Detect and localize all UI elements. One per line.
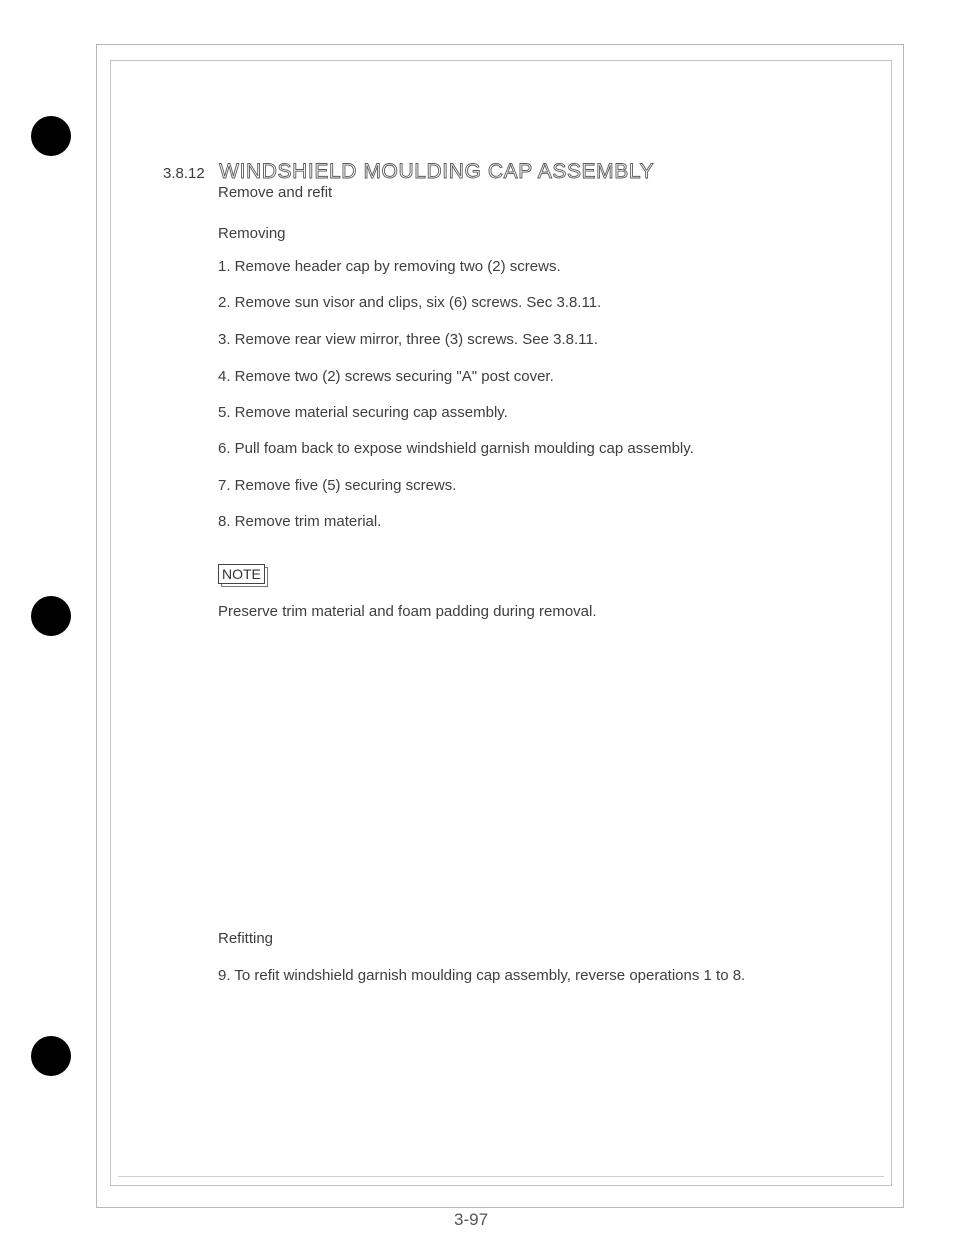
refitting-step: 9. To refit windshield garnish moulding cap assembly, reverse operations 1 to 8. xyxy=(218,967,746,984)
page-number: 3-97 xyxy=(454,1210,489,1229)
note-label: NOTE xyxy=(218,564,265,584)
refitting-heading: Refitting xyxy=(218,930,274,947)
removing-step: 4. Remove two (2) screws securing "A" post cover. xyxy=(218,368,554,385)
removing-step: 6. Pull foam back to expose windshield garnish moulding cap assembly. xyxy=(218,440,694,457)
removing-step: 8. Remove trim material. xyxy=(218,513,382,530)
removing-step: 3. Remove rear view mirror, three (3) screws. See 3.8.11. xyxy=(218,331,598,348)
punch-hole-icon xyxy=(31,116,71,156)
page-frame-rule xyxy=(118,1176,884,1177)
section-heading xyxy=(163,160,654,184)
removing-heading: Removing xyxy=(218,225,286,242)
punch-hole-icon xyxy=(31,1036,71,1076)
note-text: Preserve trim material and foam padding during removal. xyxy=(218,603,597,620)
punch-hole-icon xyxy=(31,596,71,636)
section-title: WINDSHIELD MOULDING CAP ASSEMBLY xyxy=(219,160,655,183)
removing-step: 2. Remove sun visor and clips, six (6) screws. Sec 3.8.11. xyxy=(218,294,602,311)
removing-step: 7. Remove five (5) securing screws. xyxy=(218,477,457,494)
section-subtitle: Remove and refit xyxy=(218,184,333,201)
section-number: 3.8.12 xyxy=(163,165,205,182)
removing-step: 5. Remove material securing cap assembly. xyxy=(218,404,508,421)
removing-step: 1. Remove header cap by removing two (2) screws. xyxy=(218,258,561,275)
